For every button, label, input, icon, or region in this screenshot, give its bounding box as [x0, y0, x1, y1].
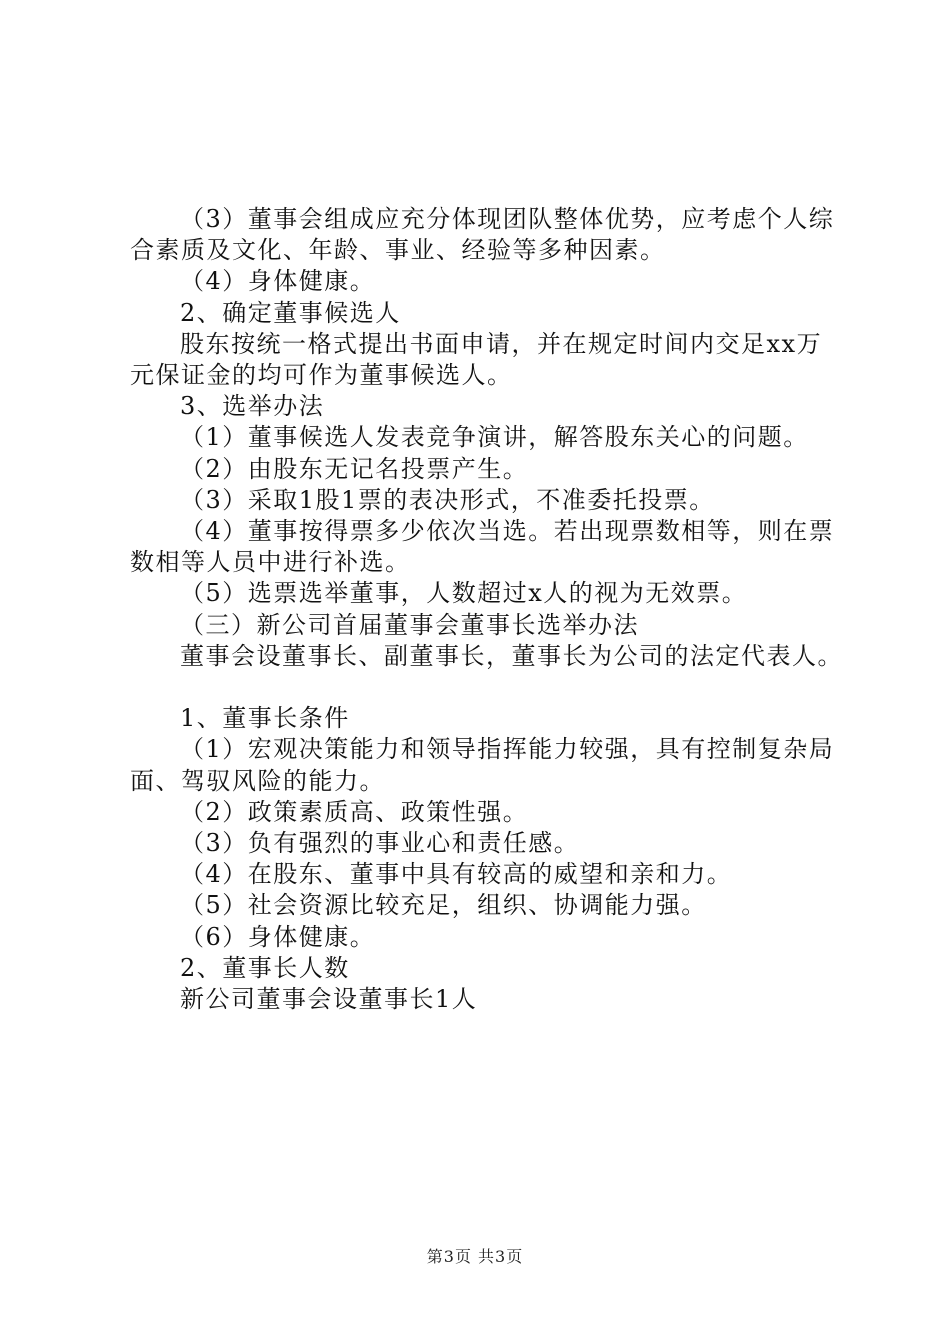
- section-heading: 3、选举办法: [180, 392, 325, 421]
- paragraph-line: （3）董事会组成应充分体现团队整体优势，应考虑个人综: [180, 205, 835, 233]
- paragraph-line: （4）在股东、董事中具有较高的威望和亲和力。: [180, 860, 733, 889]
- paragraph-line: （3）采取1股1票的表决形式，不准委托投票。: [180, 485, 715, 514]
- blank-line: [130, 672, 840, 703]
- section-heading: 1、董事长条件: [180, 704, 350, 733]
- paragraph-line: 合素质及文化、年龄、事业、经验等多种因素。: [130, 236, 666, 265]
- paragraph-line: 新公司董事会设董事长1人: [180, 985, 478, 1014]
- paragraph-line: （5）选票选举董事，人数超过x人的视为无效票。: [180, 579, 748, 608]
- section-heading: （三）新公司首届董事会董事长选举办法: [180, 610, 639, 639]
- paragraph-line: （2）政策素质高、政策性强。: [180, 797, 529, 826]
- paragraph-line: （6）身体健康。: [180, 922, 376, 951]
- paragraph-line: 股东按统一格式提出书面申请，并在规定时间内交足xx万: [180, 329, 823, 358]
- section-heading: 2、确定董事候选人: [180, 298, 401, 327]
- paragraph-line: 董事会设董事长、副董事长，董事长为公司的法定代表人。: [180, 641, 843, 670]
- paragraph-line: 元保证金的均可作为董事候选人。: [130, 361, 513, 390]
- paragraph-line: （1）宏观决策能力和领导指挥能力较强，具有控制复杂局: [180, 735, 835, 764]
- section-heading: 2、董事长人数: [180, 953, 350, 982]
- paragraph-line: （5）社会资源比较充足，组织、协调能力强。: [180, 891, 707, 920]
- paragraph-line: （1）董事候选人发表竞争演讲，解答股东关心的问题。: [180, 423, 809, 452]
- page-number: 第3页 共3页: [426, 1247, 524, 1266]
- paragraph-line: 面、驾驭风险的能力。: [130, 766, 385, 795]
- document-body: [130, 204, 843, 1015]
- paragraph-line: （4）董事按得票多少依次当选。若出现票数相等，则在票: [180, 517, 835, 546]
- paragraph-line: （4）身体健康。: [180, 267, 376, 296]
- page-footer: [0, 1244, 950, 1267]
- paragraph-line: （2）由股东无记名投票产生。: [180, 454, 529, 483]
- paragraph-line: （3）负有强烈的事业心和责任感。: [180, 829, 580, 858]
- paragraph-line: 数相等人员中进行补选。: [130, 548, 411, 577]
